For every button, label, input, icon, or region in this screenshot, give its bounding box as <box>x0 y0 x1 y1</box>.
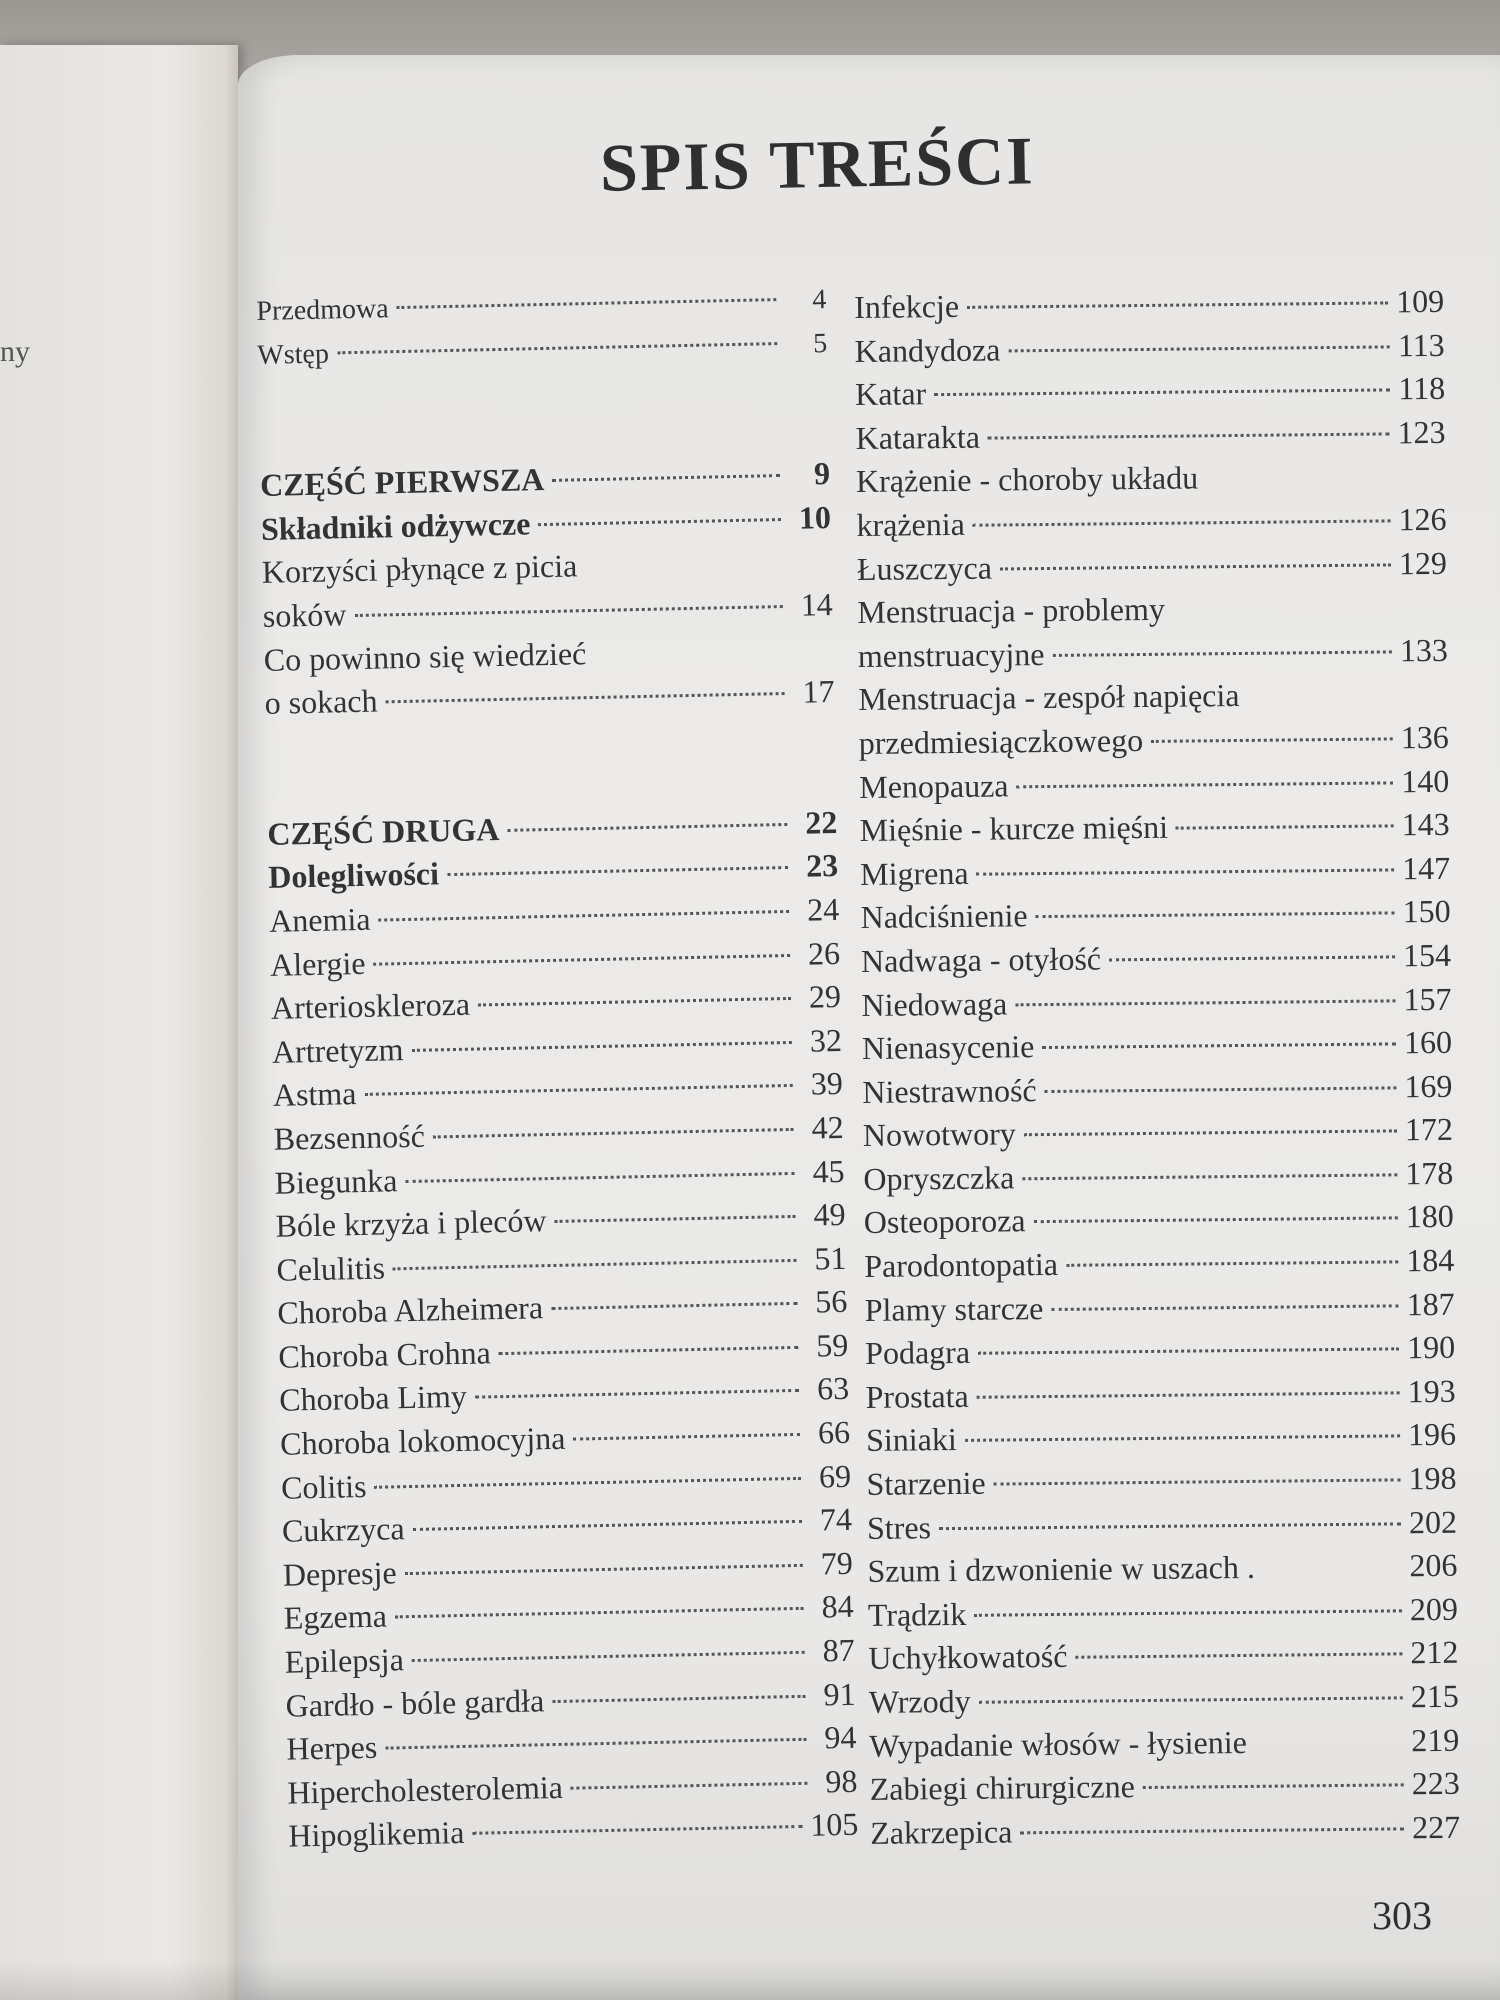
toc-entry-label: Infekcje <box>854 287 960 325</box>
toc-entry-page: 51 <box>814 1239 847 1277</box>
toc-entry <box>864 1195 1454 1245</box>
toc-entry <box>866 1457 1456 1507</box>
toc-entry-label: Zakrzepica <box>870 1813 1013 1851</box>
toc-entry-label: Herpes <box>286 1729 378 1767</box>
toc-leader-dots <box>1015 999 1395 1006</box>
toc-entry-page: 154 <box>1402 936 1452 974</box>
toc-entry-page: 109 <box>1396 282 1445 320</box>
toc-entry <box>869 1675 1459 1725</box>
toc-entry <box>870 1806 1460 1856</box>
toc-entry <box>869 1718 1459 1768</box>
toc-leader-dots <box>337 342 777 354</box>
toc-leader-dots <box>378 910 789 922</box>
toc-entry-page: 209 <box>1409 1590 1459 1628</box>
toc-leader-dots <box>393 1259 797 1270</box>
toc-leader-dots <box>1176 825 1394 830</box>
toc-entry <box>865 1326 1455 1376</box>
toc-entry-page: 178 <box>1405 1154 1454 1192</box>
toc-entry <box>854 280 1444 330</box>
toc-entry-page: 187 <box>1406 1285 1455 1322</box>
toc-entry-label: CZĘŚĆ DRUGA <box>267 810 500 852</box>
toc-leader-dots <box>1016 781 1393 788</box>
toc-entry-label: Uchyłkowatość <box>868 1638 1068 1677</box>
toc-entry-page: 84 <box>821 1588 855 1625</box>
toc-entry-label: Krążenie - choroby układu <box>855 459 1199 500</box>
toc-entry <box>862 1064 1452 1114</box>
toc-entry-label: Menstruacja - problemy <box>857 590 1166 631</box>
toc-leader-dots <box>1036 912 1395 919</box>
toc-entry-page: 190 <box>1406 1329 1456 1366</box>
toc-entry <box>863 1108 1453 1158</box>
toc-entry <box>857 541 1447 591</box>
toc-entry-page: 74 <box>819 1501 853 1538</box>
toc-entry-page: 169 <box>1404 1067 1453 1104</box>
toc-entry-page: 198 <box>1408 1459 1457 1497</box>
toc-entry-label: Anemia <box>268 900 371 939</box>
toc-entry-page: 147 <box>1401 849 1451 887</box>
toc-leader-dots <box>551 1302 797 1310</box>
toc-leader-dots <box>373 953 790 965</box>
toc-entry <box>870 1762 1460 1812</box>
toc-leader-dots <box>385 692 784 703</box>
toc-leader-dots <box>934 389 1390 397</box>
toc-leader-dots <box>447 866 788 876</box>
toc-leader-dots <box>967 301 1388 308</box>
toc-entry-page: 32 <box>809 1021 843 1059</box>
toc-entry <box>860 847 1450 897</box>
toc-entry-label: Hipoglikemia <box>288 1814 465 1855</box>
toc-entry-page: 42 <box>811 1108 845 1146</box>
toc-leader-dots <box>1051 1304 1398 1311</box>
toc-leader-dots <box>1022 1173 1397 1180</box>
toc-entry-label: Nadciśnienie <box>860 897 1028 936</box>
toc-leader-dots <box>573 1433 800 1441</box>
toc-entry-label: Łuszczyca <box>856 549 993 587</box>
toc-leader-dots <box>412 1651 805 1662</box>
toc-entry-page: 172 <box>1404 1111 1454 1148</box>
toc-leader-dots <box>1151 737 1393 743</box>
toc-right-column <box>854 280 1460 1855</box>
toc-leader-dots <box>1045 1086 1397 1093</box>
toc-entry-page: 94 <box>824 1718 857 1756</box>
toc-entry-page: 193 <box>1407 1372 1456 1410</box>
toc-entry-label: Podagra <box>864 1334 971 1372</box>
toc-entry-label: Choroba Limy <box>278 1378 468 1419</box>
toc-entry-label: Depresje <box>282 1554 397 1593</box>
toc-entry-page: 118 <box>1398 370 1446 407</box>
toc-entry-label: Plamy starcze <box>864 1289 1044 1328</box>
toc-entry-label: Osteoporoza <box>863 1202 1026 1241</box>
toc-leader-dots <box>1052 650 1391 657</box>
toc-entry-page: 223 <box>1411 1764 1460 1802</box>
toc-entry-label: Hipercholesterolemia <box>287 1768 564 1811</box>
toc-leader-dots <box>475 1389 799 1399</box>
toc-leader-dots <box>555 1215 796 1223</box>
toc-leader-dots <box>395 1607 804 1619</box>
toc-entry-page: 5 <box>812 327 828 359</box>
toc-entry-label: Mięśnie - kurcze mięśni <box>859 808 1169 849</box>
toc-entry-page: 136 <box>1400 718 1449 756</box>
toc-entry-label: Nowotwory <box>862 1115 1016 1154</box>
toc-entry-page: 180 <box>1405 1198 1454 1235</box>
toc-entry-label: menstruacyjne <box>857 635 1045 674</box>
toc-entry-page: 91 <box>823 1675 856 1713</box>
toc-entry-page: 4 <box>812 284 827 316</box>
toc-entry-page: 105 <box>809 1806 859 1844</box>
toc-leader-dots <box>1066 1260 1398 1266</box>
section-spacer <box>265 714 837 813</box>
toc-leader-dots <box>364 1084 792 1096</box>
toc-entry-page: 17 <box>802 673 835 710</box>
toc-entry-page: 143 <box>1401 805 1450 843</box>
bottom-shadow <box>0 1960 1500 2000</box>
page-title: SPIS TREŚCI <box>599 122 1036 206</box>
toc-entry-page: 150 <box>1402 893 1451 930</box>
toc-entry-page: 39 <box>810 1065 844 1102</box>
toc-leader-dots <box>1034 1217 1398 1224</box>
toc-leader-dots <box>988 432 1390 439</box>
toc-entry <box>868 1631 1458 1681</box>
toc-entry-label: Biegunka <box>274 1161 398 1201</box>
toc-entry <box>860 890 1450 940</box>
toc-leader-dots <box>1109 955 1395 961</box>
toc-leader-dots <box>974 1609 1402 1616</box>
toc-entry-label: Nadwaga - otyłość <box>860 940 1102 979</box>
toc-entry-page: 45 <box>812 1152 845 1190</box>
toc-leader-dots <box>1075 1653 1402 1659</box>
toc-entry-page: 126 <box>1398 500 1447 538</box>
toc-leader-dots <box>385 1738 806 1750</box>
toc-entry-page: 87 <box>822 1631 855 1669</box>
toc-entry-label: Korzyści płynące z picia <box>261 547 578 591</box>
toc-entry-label: Alergie <box>269 944 366 983</box>
toc-entry-page: 69 <box>818 1457 852 1495</box>
toc-entry-page: 9 <box>813 455 831 492</box>
toc-entry-label: Arterioskleroza <box>270 985 471 1026</box>
toc-entry-page: 23 <box>805 847 839 884</box>
toc-entry-label: Wstęp <box>257 338 330 371</box>
toc-entry-label: Astma <box>272 1075 357 1114</box>
toc-entry-label: Niedowaga <box>861 984 1008 1023</box>
toc-entry-page: 63 <box>816 1370 850 1407</box>
toc-entry-label: Choroba Crohna <box>277 1334 492 1375</box>
toc-entry <box>858 629 1448 679</box>
left-page <box>0 45 238 2000</box>
toc-entry-label: Katar <box>854 375 927 413</box>
toc-leader-dots <box>397 298 777 309</box>
toc-leader-dots <box>978 1348 1399 1355</box>
toc-leader-dots <box>1143 1784 1404 1790</box>
toc-entry <box>861 977 1451 1027</box>
toc-leader-dots <box>965 1435 1400 1443</box>
toc-leader-dots <box>405 1171 794 1182</box>
toc-entry <box>857 585 1447 635</box>
toc-entry-label: Egzema <box>283 1597 388 1637</box>
toc-entry-label: Menstruacja - zespół napięcia <box>858 677 1240 718</box>
toc-spacer <box>1255 1576 1410 1578</box>
toc-entry-page: 202 <box>1408 1503 1458 1540</box>
toc-entry-page: 59 <box>815 1326 849 1364</box>
toc-entry-page: 79 <box>820 1544 854 1582</box>
toc-leader-dots <box>478 997 791 1007</box>
toc-leader-dots <box>507 823 787 832</box>
toc-entry-label: Parodontopatia <box>864 1245 1059 1285</box>
toc-entry-label: Stres <box>866 1508 932 1546</box>
toc-leader-dots <box>939 1522 1401 1530</box>
toc-entry <box>858 672 1448 722</box>
toc-entry-page: 26 <box>807 934 841 972</box>
toc-entry-label: Cukrzyca <box>281 1510 405 1549</box>
toc-leader-dots <box>1008 345 1389 352</box>
toc-entry-label: Starzenie <box>866 1464 986 1502</box>
toc-entry-label: Celulitis <box>276 1249 386 1288</box>
toc-leader-dots <box>973 519 1391 526</box>
toc-leader-dots <box>472 1825 802 1835</box>
toc-entry-label: Co powinno się wiedzieć <box>263 634 587 678</box>
toc-entry-label: CZĘŚĆ PIERWSZA <box>259 461 545 504</box>
toc-entry-label: Niestrawność <box>862 1071 1037 1110</box>
toc-entry-page: 10 <box>798 498 832 536</box>
toc-entry <box>859 803 1449 853</box>
toc-entry-label: przedmiesiączkowego <box>858 721 1144 761</box>
toc-entry-label: Nienasycenie <box>861 1028 1035 1067</box>
toc-entry-label: Menopauza <box>859 766 1009 805</box>
toc-entry-page: 160 <box>1403 1023 1453 1061</box>
toc-leader-dots <box>552 474 780 482</box>
toc-entry-label: soków <box>262 596 347 634</box>
toc-entry <box>855 367 1445 417</box>
toc-leader-dots <box>538 518 781 526</box>
toc-entry <box>856 454 1446 504</box>
toc-entry-page: 49 <box>813 1195 846 1233</box>
toc-entry-page: 123 <box>1397 413 1446 451</box>
toc-leader-dots <box>977 868 1395 875</box>
toc-entry-label: Przedmowa <box>256 293 389 327</box>
toc-entry <box>855 411 1445 461</box>
toc-entry-label: Katarakta <box>855 418 981 456</box>
toc-entry-label: Trądzik <box>867 1595 967 1633</box>
toc-entry <box>865 1370 1455 1420</box>
toc-leader-dots <box>405 1564 803 1575</box>
toc-entry-page: 227 <box>1411 1808 1461 1846</box>
toc-entry <box>868 1588 1458 1638</box>
toc-entry <box>854 323 1444 373</box>
toc-entry-label: Gardło - bóle gardła <box>285 1681 545 1724</box>
toc-entry-label: Opryszczka <box>863 1159 1015 1197</box>
toc-entry <box>859 759 1449 809</box>
toc-entry-label: Bezsenność <box>273 1117 426 1157</box>
toc-entry-label: Wypadanie włosów - łysienie <box>869 1723 1247 1764</box>
toc-entry-page: 206 <box>1409 1546 1458 1584</box>
toc-entry <box>859 716 1449 766</box>
toc-entry-label: Szum i dzwonienie w uszach . <box>867 1549 1256 1590</box>
toc-entry-label: Kandydoza <box>854 331 1001 369</box>
toc-leader-dots <box>499 1346 799 1355</box>
toc-entry-label: Siniaki <box>865 1421 957 1459</box>
toc-entry-page: 157 <box>1403 980 1452 1017</box>
toc-entry-page: 24 <box>806 890 840 928</box>
toc-left-column <box>256 278 859 1859</box>
toc-entry <box>856 498 1446 548</box>
section-spacer <box>258 365 830 464</box>
toc-entry-label: Składniki odżywcze <box>260 505 531 547</box>
toc-entry-label: Zabiegi chirurgiczne <box>869 1768 1135 1808</box>
toc-entry <box>864 1282 1454 1332</box>
toc-entry-page: 212 <box>1410 1634 1459 1671</box>
toc-entry-page: 140 <box>1401 762 1450 799</box>
toc-entry-label: Prostata <box>865 1377 969 1415</box>
toc-entry-page: 66 <box>817 1413 851 1451</box>
toc-leader-dots <box>571 1782 808 1790</box>
toc-entry-label: Dolegliwości <box>267 855 440 896</box>
toc-leader-dots <box>994 1478 1401 1485</box>
toc-leader-dots <box>413 1520 802 1531</box>
toc-entry-page: 129 <box>1398 544 1448 581</box>
toc-entry <box>867 1544 1457 1594</box>
toc-entry-page: 196 <box>1407 1416 1457 1453</box>
toc-entry-page: 56 <box>814 1283 848 1320</box>
page-number: 303 <box>1372 1893 1432 1938</box>
toc-entry-label: Epilepsja <box>284 1641 405 1680</box>
toc-leader-dots <box>1020 1827 1404 1834</box>
toc-entry-page: 184 <box>1406 1241 1455 1279</box>
toc-leader-dots <box>977 1391 1400 1398</box>
toc-entry-page: 215 <box>1410 1677 1459 1715</box>
toc-entry <box>861 934 1451 984</box>
toc-leader-dots <box>354 605 782 617</box>
toc-entry <box>864 1239 1454 1289</box>
toc-entry-label: Bóle krzyża i pleców <box>275 1202 547 1244</box>
toc-leader-dots <box>1024 1130 1397 1137</box>
toc-leader-dots <box>411 1041 791 1052</box>
toc-entry <box>866 1413 1456 1463</box>
toc-entry-page: 98 <box>824 1762 858 1800</box>
left-page-text-fragment: ny <box>0 335 30 368</box>
toc-entry <box>862 1021 1452 1071</box>
toc-entry-page: 113 <box>1397 326 1445 363</box>
toc-entry-page: 14 <box>800 585 834 623</box>
toc-entry-label: Wrzody <box>868 1682 971 1720</box>
toc-leader-dots <box>1000 563 1391 570</box>
toc-leader-dots <box>1042 1042 1396 1049</box>
toc-entry-label: Artretyzm <box>271 1030 404 1070</box>
toc-leader-dots <box>552 1694 805 1702</box>
toc-entry <box>867 1500 1457 1550</box>
toc-entry-label: Choroba lokomocyjna <box>279 1419 566 1462</box>
toc-leader-dots <box>374 1477 801 1489</box>
toc-leader-dots <box>979 1696 1403 1703</box>
toc-entry-page: 219 <box>1411 1721 1460 1758</box>
toc-entry-label: Colitis <box>280 1467 367 1506</box>
toc-leader-dots <box>433 1128 794 1139</box>
toc-entry-label: krążenia <box>856 505 966 543</box>
toc-entry-label: Migrena <box>859 854 969 892</box>
toc-entry <box>863 1152 1453 1202</box>
toc-entry-label: o sokach <box>264 682 378 722</box>
toc-entry-label: Choroba Alzheimera <box>277 1289 544 1332</box>
toc-entry-page: 29 <box>808 978 842 1015</box>
toc-spacer <box>1247 1751 1411 1753</box>
toc-entry-page: 133 <box>1399 631 1449 669</box>
toc-entry-page: 22 <box>804 803 838 841</box>
